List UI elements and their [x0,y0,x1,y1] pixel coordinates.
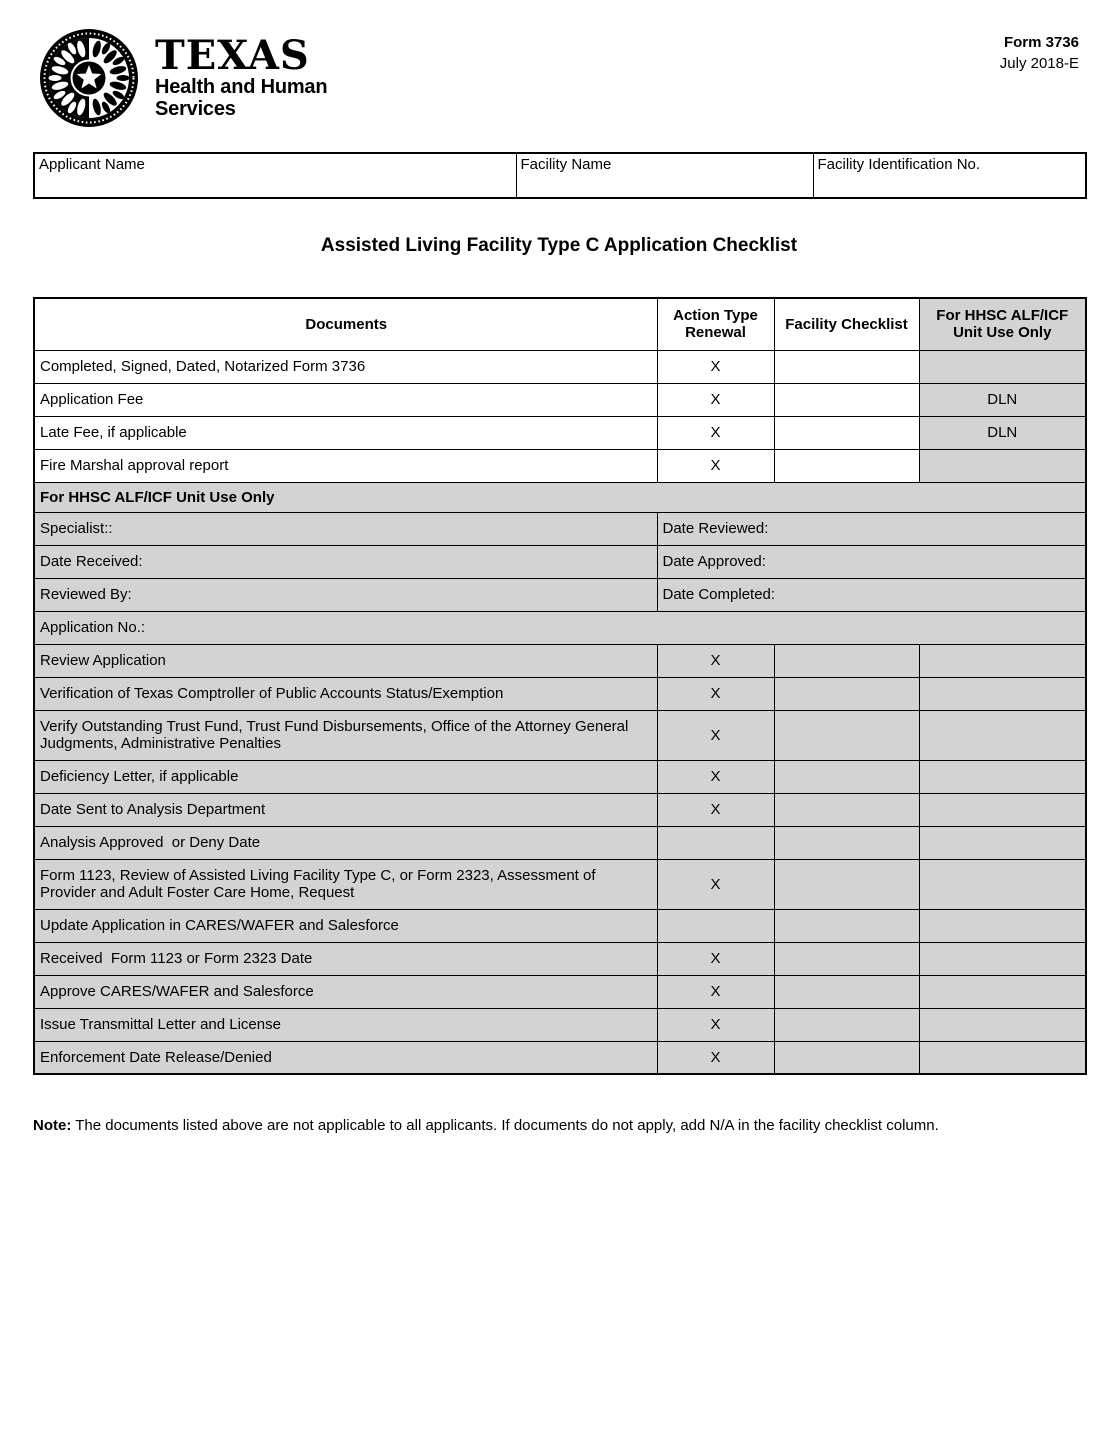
facility-id-field[interactable] [813,153,1086,198]
facility-checklist-cell[interactable] [774,416,919,449]
document-label: Fire Marshal approval report [34,449,657,482]
table-row [34,449,1086,482]
date-received-label: Date Received: [34,545,657,578]
texas-hhs-logo [39,28,1085,128]
facility-checklist-column-header: Facility Checklist [774,298,919,350]
date-completed-label: Date Completed: [657,578,1086,611]
action-type-cell: X [657,1008,774,1041]
table-row [34,1041,1086,1074]
table-row [34,1008,1086,1041]
facility-checklist-cell[interactable] [774,383,919,416]
table-row [34,677,1086,710]
table-row [34,942,1086,975]
action-type-cell: X [657,677,774,710]
table-row [34,826,1086,859]
hhsc-use-cell [919,793,1086,826]
hhsc-use-cell [919,826,1086,859]
application-no-row [34,611,1086,644]
hhsc-use-cell [919,859,1086,909]
hhsc-use-cell: DLN [919,416,1086,449]
checklist-item-label: Enforcement Date Release/Denied [34,1041,657,1074]
action-type-cell: X [657,449,774,482]
applicant-name-label: Applicant Name [39,156,145,173]
application-no-label: Application No.: [34,611,1086,644]
hhsc-use-cell [919,1041,1086,1074]
checklist-item-label: Received Form 1123 or Form 2323 Date [34,942,657,975]
checklist-item-label: Date Sent to Analysis Department [34,793,657,826]
facility-checklist-cell[interactable] [774,1008,919,1041]
facility-checklist-cell[interactable] [774,975,919,1008]
facility-checklist-cell[interactable] [774,350,919,383]
date-approved-label: Date Approved: [657,545,1086,578]
table-row [34,793,1086,826]
form-revision: July 2018-E [999,55,1079,72]
checklist-table [33,297,1087,1075]
texas-hhs-seal-icon [39,28,139,128]
facility-name-field[interactable] [516,153,813,198]
footnote-label: Note: [33,1117,72,1134]
action-type-cell [657,909,774,942]
specialist-label: Specialist:: [34,512,657,545]
hhsc-use-cell [919,350,1086,383]
facility-checklist-cell[interactable] [774,826,919,859]
action-type-cell: X [657,710,774,760]
document-label: Completed, Signed, Dated, Notarized Form 3736 [34,350,657,383]
hhsc-use-cell [919,644,1086,677]
table-row [34,383,1086,416]
checklist-item-label: Deficiency Letter, if applicable [34,760,657,793]
hhsc-use-column-header: For HHSC ALF/ICF Unit Use Only [919,298,1086,350]
facility-checklist-cell[interactable] [774,793,919,826]
office-use-row [34,545,1086,578]
action-type-cell: X [657,859,774,909]
facility-checklist-cell[interactable] [774,909,919,942]
logo-agency-text: TEXAS [155,32,310,79]
facility-checklist-cell[interactable] [774,760,919,793]
table-row [34,975,1086,1008]
table-header-row [34,298,1086,350]
documents-column-header: Documents [34,298,657,350]
hhsc-use-cell: DLN [919,383,1086,416]
table-row [34,859,1086,909]
action-type-cell: X [657,383,774,416]
checklist-item-label: Issue Transmittal Letter and License [34,1008,657,1041]
reviewed-by-label: Reviewed By: [34,578,657,611]
date-reviewed-label: Date Reviewed: [657,512,1086,545]
form-meta [1000,32,1079,74]
info-table [33,152,1087,199]
checklist-item-label: Update Application in CARES/WAFER and Salesforce [34,909,657,942]
facility-checklist-cell[interactable] [774,449,919,482]
logo-dept-line2: Services [155,98,236,120]
logo-wordmark [155,32,328,120]
footnote [33,1115,1085,1136]
document-label: Late Fee, if applicable [34,416,657,449]
action-type-column-header: Action Type Renewal [657,298,774,350]
applicant-name-field[interactable] [34,153,516,198]
action-type-cell: X [657,350,774,383]
document-label: Application Fee [34,383,657,416]
logo-dept-line1: Health and Human [155,76,328,98]
facility-name-label: Facility Name [520,156,612,173]
table-row [34,760,1086,793]
facility-checklist-cell[interactable] [774,677,919,710]
action-type-cell: X [657,644,774,677]
checklist-item-label: Analysis Approved or Deny Date [34,826,657,859]
table-row [34,710,1086,760]
action-type-cell: X [657,760,774,793]
action-type-cell: X [657,793,774,826]
hhsc-use-cell [919,677,1086,710]
facility-checklist-cell[interactable] [774,859,919,909]
action-type-cell: X [657,942,774,975]
facility-checklist-cell[interactable] [774,644,919,677]
action-type-cell: X [657,416,774,449]
page-header [33,28,1085,148]
hhsc-use-cell [919,1008,1086,1041]
office-use-row [34,512,1086,545]
facility-checklist-cell[interactable] [774,942,919,975]
facility-id-label: Facility Identification No. [817,156,981,173]
hhsc-use-cell [919,760,1086,793]
section-header-row [34,482,1086,512]
table-row [34,909,1086,942]
checklist-item-label: Verify Outstanding Trust Fund, Trust Fund Disbursements, Office of the Attorney General Judgments, Administrative Penalties [34,710,657,760]
action-type-cell [657,826,774,859]
footnote-text: The documents listed above are not applicable to all applicants. If documents do not apply, add N/A in the facility checklist column. [75,1117,939,1134]
table-row [34,416,1086,449]
table-row [34,350,1086,383]
action-type-cell: X [657,1041,774,1074]
hhsc-use-cell [919,449,1086,482]
checklist-item-label: Verification of Texas Comptroller of Public Accounts Status/Exemption [34,677,657,710]
action-type-cell: X [657,975,774,1008]
hhsc-section-header: For HHSC ALF/ICF Unit Use Only [34,482,1086,512]
hhsc-use-cell [919,909,1086,942]
office-use-row [34,578,1086,611]
hhsc-use-cell [919,710,1086,760]
hhsc-use-cell [919,975,1086,1008]
hhsc-use-cell [919,942,1086,975]
facility-checklist-cell[interactable] [774,710,919,760]
facility-checklist-cell[interactable] [774,1041,919,1074]
form-number: Form 3736 [1003,34,1079,51]
table-row [34,644,1086,677]
checklist-item-label: Form 1123, Review of Assisted Living Facility Type C, or Form 2323, Assessment of Provider and Adult Foster Care Home, Request [34,859,657,909]
page-title: Assisted Living Facility Type C Application Checklist [320,235,798,256]
checklist-item-label: Approve CARES/WAFER and Salesforce [34,975,657,1008]
checklist-item-label: Review Application [34,644,657,677]
